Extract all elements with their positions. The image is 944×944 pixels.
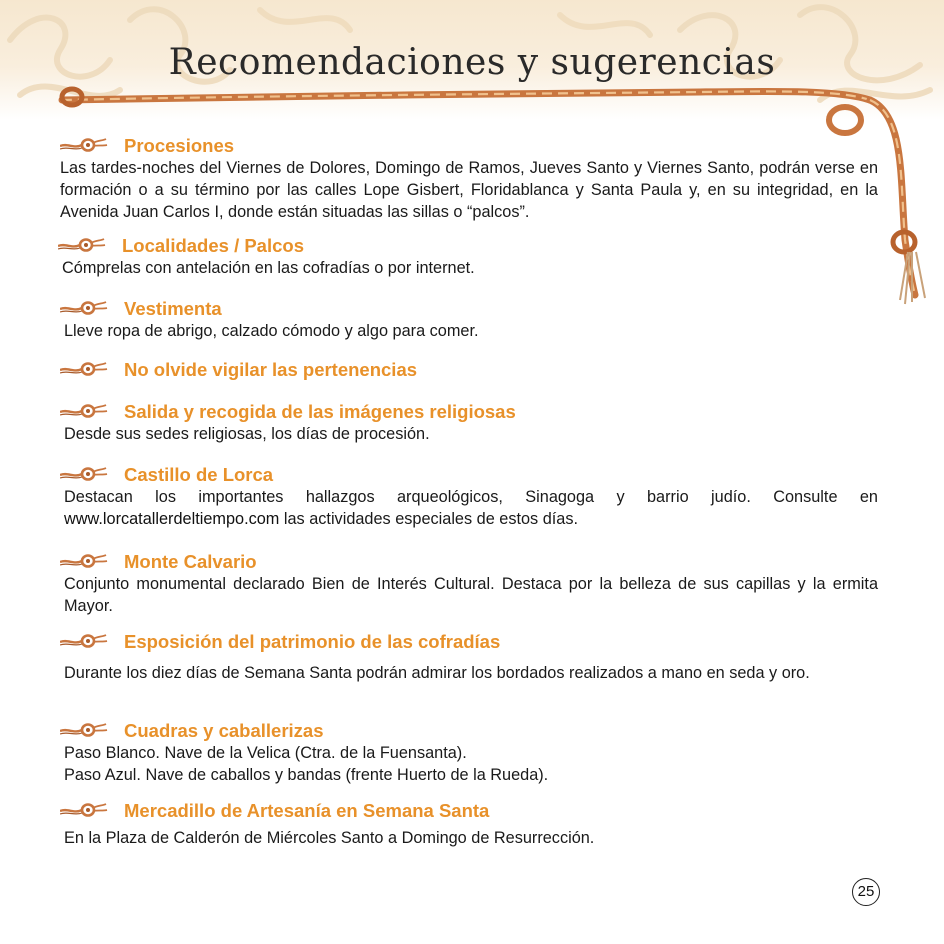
section-title: Vestimenta — [124, 298, 222, 319]
section-localidades — [0, 235, 944, 279]
section-text: Durante los diez días de Semana Santa podrán admirar los bordados realizados a mano en seda y oro. — [64, 664, 810, 682]
rope-knot-icon — [60, 137, 108, 153]
section-text: Desde sus sedes religiosas, los días de procesión. — [64, 425, 430, 443]
section-title: Salida y recogida de las imágenes religiosas — [124, 401, 516, 422]
section-text-line-2: Paso Azul. Nave de caballos y bandas (frente Huerto de la Rueda). — [64, 766, 549, 784]
section-title: Monte Calvario — [124, 551, 257, 572]
section-title: No olvide vigilar las pertenencias — [124, 359, 418, 380]
section-patrimonio — [0, 631, 944, 684]
section-title: Procesiones — [124, 135, 235, 156]
rope-knot-icon — [60, 802, 108, 818]
text-after-link: las actividades especiales de estos días. — [279, 510, 579, 528]
section-monte-calvario — [0, 551, 944, 617]
rope-knot-icon — [60, 722, 108, 738]
section-castillo — [0, 464, 944, 530]
section-text — [0, 486, 944, 530]
text-before-link: Destacan los importantes hallazgos arqueológicos, Sinagoga y barrio judío. Consulte en — [64, 488, 878, 506]
section-title: Cuadras y caballerizas — [124, 720, 324, 741]
website-link[interactable]: www.lorcatallerdeltiempo.com — [64, 510, 280, 528]
section-text: Lleve ropa de abrigo, calzado cómodo y algo para comer. — [64, 322, 479, 340]
section-mercadillo — [0, 800, 944, 849]
section-title: Castillo de Lorca — [124, 464, 274, 485]
section-title: Mercadillo de Artesanía en Semana Santa — [124, 800, 490, 821]
rope-knot-icon — [60, 466, 108, 482]
section-text-line-1: Paso Blanco. Nave de la Velica (Ctra. de la Fuensanta). — [64, 744, 467, 762]
section-text: Cómprelas con antelación en las cofradías o por internet. — [62, 259, 475, 277]
section-text: Conjunto monumental declarado Bien de Interés Cultural. Destaca por la belleza de sus capillas y la ermita Mayor. — [64, 575, 878, 615]
section-title: Esposición del patrimonio de las cofradías — [124, 631, 501, 652]
section-pertenencias — [0, 359, 944, 381]
section-title: Localidades / Palcos — [122, 235, 304, 256]
section-procesiones — [0, 135, 944, 223]
section-text: Las tardes-noches del Viernes de Dolores, Domingo de Ramos, Jueves Santo y Viernes Santo, podrán verse en formación o a su término por las calles Lope Gisbert, Floridablanca y Santa Paula y, en su integridad, en la Avenida Juan Carlos I, donde están situadas las sillas o “palcos”. — [60, 159, 878, 221]
rope-knot-icon — [60, 633, 108, 649]
rope-knot-icon — [60, 553, 108, 569]
section-vestimenta — [0, 298, 944, 342]
section-imagenes — [0, 401, 944, 445]
rope-knot-icon — [60, 361, 108, 377]
rope-knot-icon — [58, 237, 106, 253]
section-cuadras — [0, 720, 944, 786]
page-title: Recomendaciones y sugerencias — [168, 42, 776, 83]
section-text: En la Plaza de Calderón de Miércoles Santo a Domingo de Resurrección. — [64, 829, 595, 847]
rope-knot-icon — [60, 403, 108, 419]
rope-knot-icon — [60, 300, 108, 316]
page-number: 25 — [852, 878, 880, 906]
